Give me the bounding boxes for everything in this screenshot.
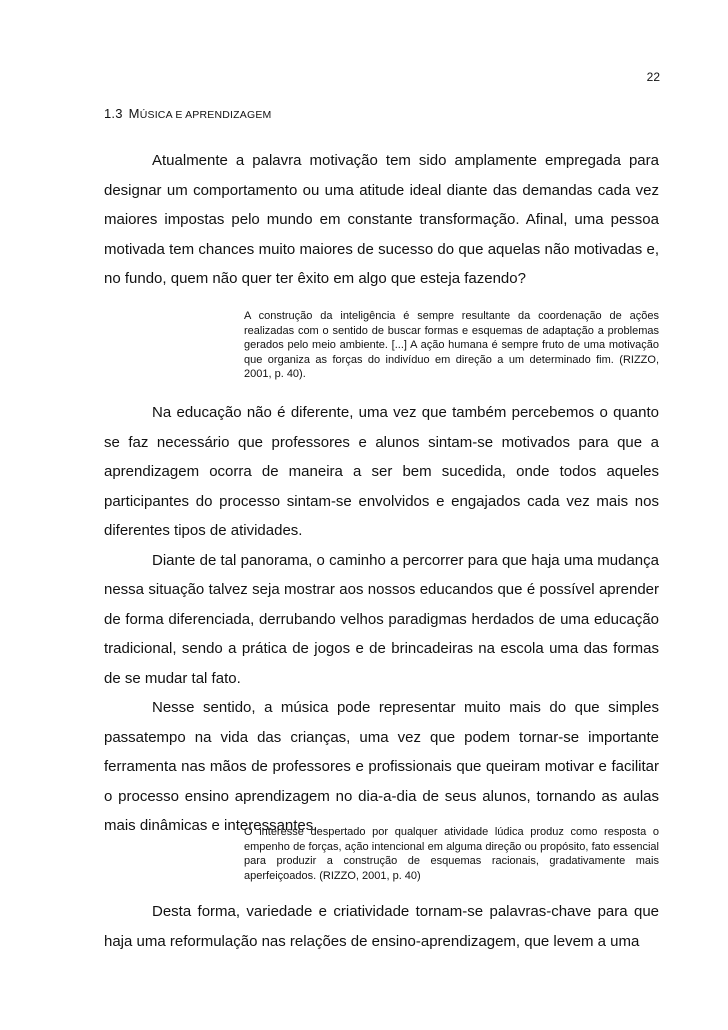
section-number: 1.3 (104, 106, 123, 121)
body-block-3 (104, 897, 659, 956)
paragraph-5: Desta forma, variedade e criatividade tornam-se palavras-chave para que haja uma reformulação nas relações de ensino-aprendizagem, que levem a uma (104, 903, 659, 950)
paragraph-4: Nesse sentido, a música pode representar muito mais do que simples passatempo na vida das crianças, uma vez que podem tornar-se importante ferramenta nas mãos de professores e profissionais que queiram motivar e facilitar o processo ensino aprendizagem no dia-a-dia de seus alunos, tornando as aulas mais dinâmicas e interessantes. (104, 699, 659, 834)
paragraph-2: Na educação não é diferente, uma vez que também percebemos o quanto se faz necessário que professores e alunos sintam-se motivados para que a aprendizagem ocorra de maneira a ser bem sucedida, onde todos aqueles participantes do processo sintam-se envolvidos e engajados cada vez mais nos diferentes tipos de atividades. (104, 404, 659, 539)
section-heading (104, 106, 271, 121)
paragraph-1: Atualmente a palavra motivação tem sido amplamente empregada para designar um comportamento ou uma atitude ideal diante das demandas cada vez maiores impostas pelo mundo em constante transformação. Afinal, uma pessoa motivada tem chances muito maiores de sucesso do que aquelas não motivadas e, no fundo, quem não quer ter êxito em algo que esteja fazendo? (104, 152, 659, 287)
block-quote-2: O interesse despertado por qualquer atividade lúdica produz como resposta o empenho de forças, ação intencional em alguma direção ou propósito, fato essencial para produzir a construção de esquemas racionais, gradativamente mais aperfeiçoados. (RIZZO, 2001, p. 40) (244, 826, 659, 882)
section-title-initial: M (128, 106, 140, 121)
paragraph-3: Diante de tal panorama, o caminho a percorrer para que haja uma mudança nessa situação talvez seja mostrar aos nossos educandos que é possível aprender de forma diferenciada, derrubando velhos paradigmas herdados de uma educação tradicional, sendo a prática de jogos e de brincadeiras na escola uma das formas de se mudar tal fato. (104, 551, 659, 687)
block-quote-1: A construção da inteligência é sempre resultante da coordenação de ações realizadas com o sentido de buscar formas e esquemas de adaptação a problemas gerados pelo meio ambiente. [...] A ação humana é sempre fruto de uma motivação que organiza as forças do indivíduo em direção a um determinado fim. (RIZZO, 2001, p. 40). (244, 310, 659, 380)
body-block-2 (104, 398, 659, 841)
section-title-rest: ÚSICA E APRENDIZAGEM (139, 109, 272, 121)
page-number: 22 (646, 70, 660, 84)
body-block-1 (104, 146, 659, 294)
